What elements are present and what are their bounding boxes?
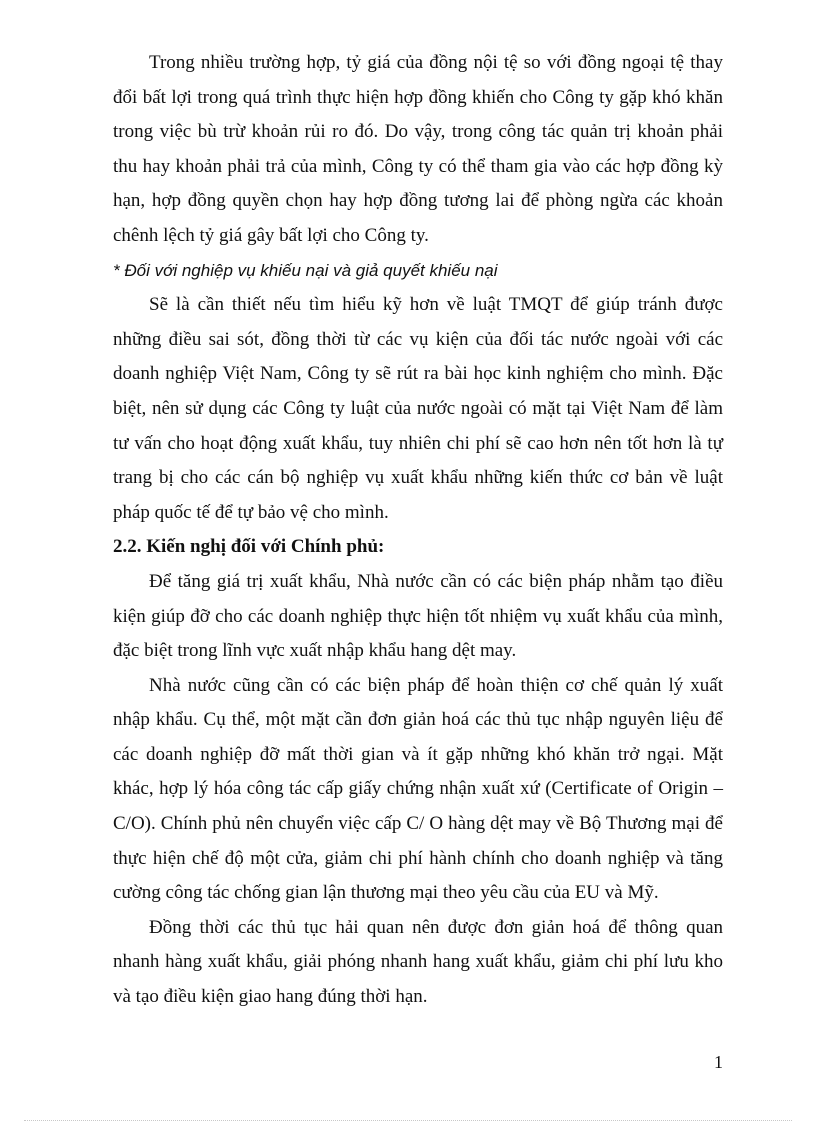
- subheading-complaints: * Đối với nghiệp vụ khiếu nại và giả quyết khiếu nại: [113, 260, 498, 280]
- paragraph-export-value: Để tăng giá trị xuất khẩu, Nhà nước cần có các biện pháp nhằm tạo điều kiện giúp đỡ cho các doanh nghiệp thực hiện tốt nhiệm vụ xuất khẩu của mình, đặc biệt trong lĩnh vực xuất nhập khẩu hang dệt may.: [113, 570, 723, 662]
- page-number: 1: [714, 1052, 723, 1072]
- paragraph-trade-law: Sẽ là cần thiết nếu tìm hiểu kỹ hơn về luật TMQT để giúp tránh được những điều sai sót, đồng thời từ các vụ kiện của đối tác nước ngoài với các doanh nghiệp Việt Nam, Công ty sẽ rút ra bài học kinh nghiệm cho mình. Đặc biệt, nên sử dụng các Công ty luật của nước ngoài có mặt tại Việt Nam để làm tư vấn cho hoạt động xuất khẩu, tuy nhiên chi phí sẽ cao hơn nên tốt hơn là tự trang bị cho các cán bộ nghiệp vụ xuất khẩu những kiến thức cơ bản về luật pháp quốc tế để tự bảo vệ cho mình.: [113, 294, 723, 523]
- page-bottom-divider: [24, 1120, 792, 1121]
- document-page: [113, 46, 723, 1015]
- paragraph-exchange-rate: Trong nhiều trường hợp, tỷ giá của đồng nội tệ so với đồng ngoại tệ thay đổi bất lợi trong quá trình thực hiện hợp đồng khiến cho Công ty gặp khó khăn trong việc bù trừ khoản rủi ro đó. Do vậy, trong công tác quản trị khoản phải thu hay khoản phải trả của mình, Công ty có thể tham gia vào các hợp đồng kỳ hạn, hợp đồng quyền chọn hay hợp đồng tương lai để phòng ngừa các khoản chênh lệch tỷ giá gây bất lợi cho Công ty.: [113, 52, 723, 246]
- paragraph-import-export-management: Nhà nước cũng cần có các biện pháp để hoàn thiện cơ chế quản lý xuất nhập khẩu. Cụ thể, một mặt cần đơn giản hoá các thủ tục nhập nguyên liệu để các doanh nghiệp đỡ mất thời gian và ít gặp những khó khăn trở ngại. Mặt khác, hợp lý hóa công tác cấp giấy chứng nhận xuất xứ (Certificate of Origin – C/O). Chính phủ nên chuyển việc cấp C/ O hàng dệt may về Bộ Thương mại để thực hiện chế độ một cửa, giảm chi phí hành chính cho doanh nghiệp và tăng cường công tác chống gian lận thương mại theo yêu cầu của EU và Mỹ.: [113, 674, 723, 904]
- section-heading-government: 2.2. Kiến nghị đối với Chính phủ:: [113, 536, 385, 558]
- paragraph-customs-procedures: Đồng thời các thủ tục hải quan nên được đơn giản hoá để thông quan nhanh hàng xuất khẩu, giải phóng nhanh hang xuất khẩu, giảm chi phí lưu kho và tạo điều kiện giao hang đúng thời hạn.: [113, 916, 723, 1008]
